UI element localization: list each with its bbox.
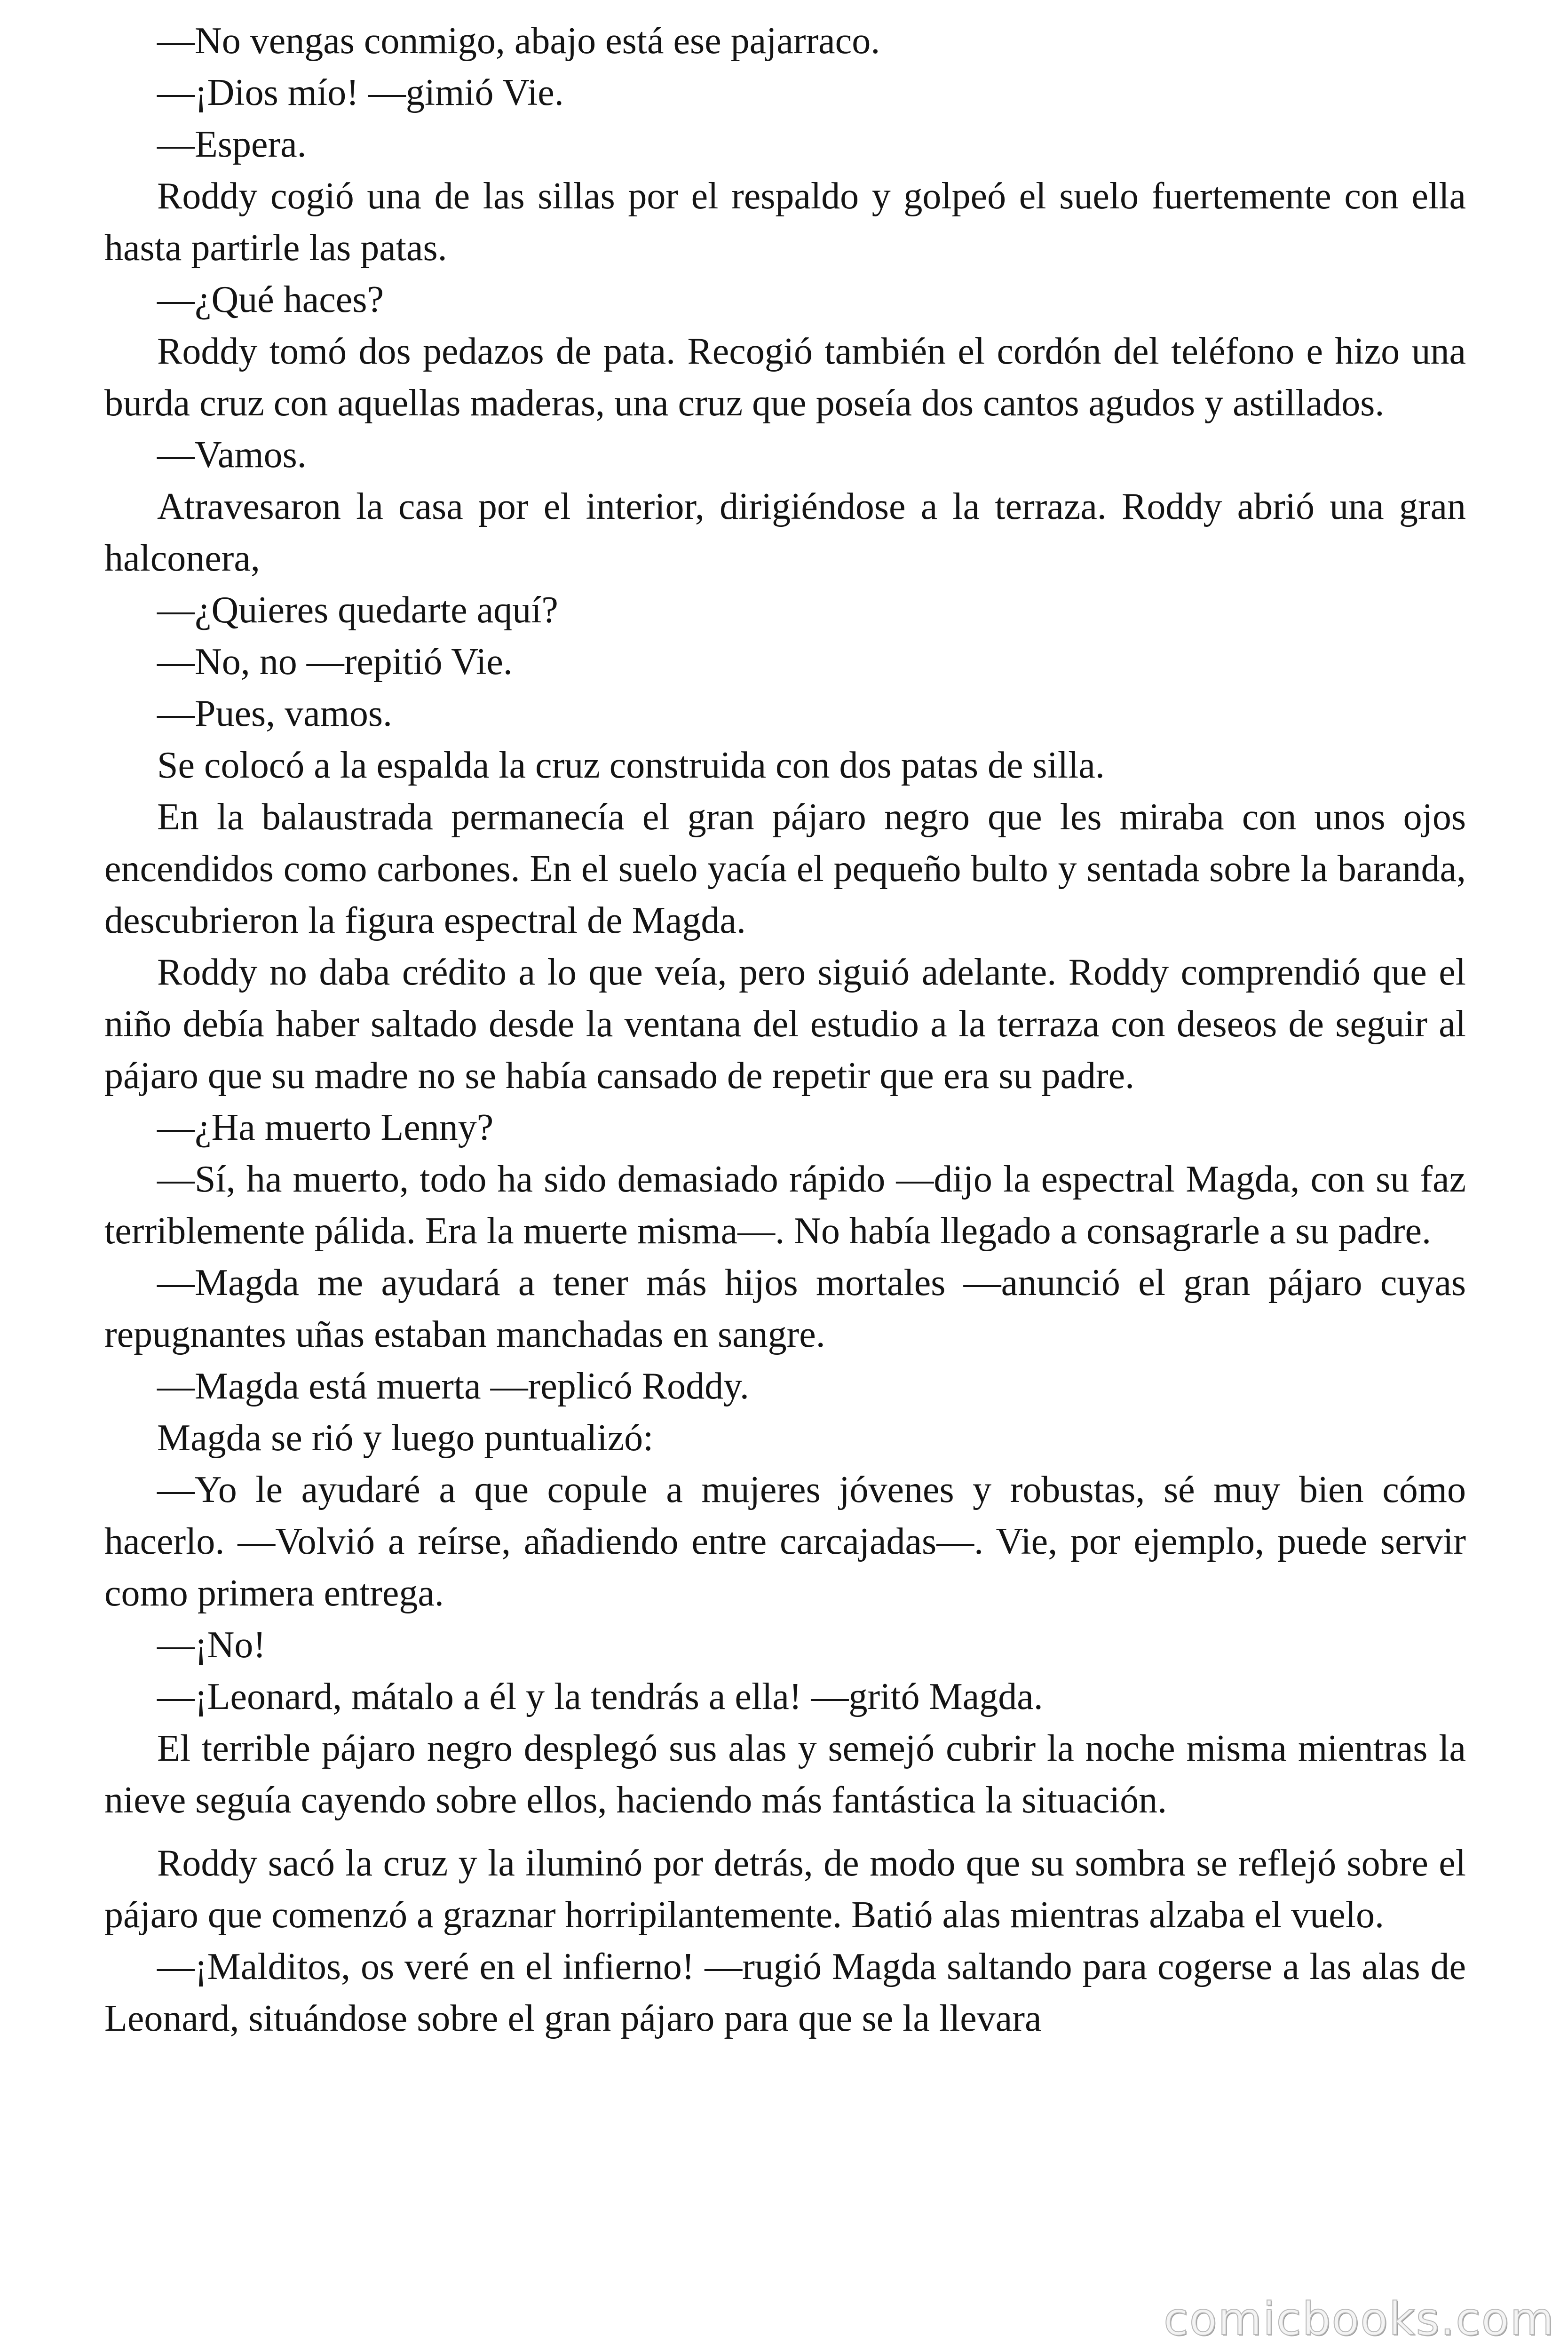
paragraph: Roddy cogió una de las sillas por el respaldo y golpeó el suelo fuertemente con ella hasta partirle las patas. <box>104 175 1466 269</box>
paragraph: —¿Quieres quedarte aquí? <box>157 589 558 631</box>
paragraph: —Vamos. <box>157 434 307 476</box>
paragraph: —Yo le ayudaré a que copule a mujeres jóvenes y robustas, sé muy bien cómo hacerlo. —Volvió a reírse, añadiendo entre carcajadas—. Vie, por ejemplo, puede servir como primera entrega. <box>104 1469 1466 1614</box>
paragraph: —Magda me ayudará a tener más hijos mortales —anunció el gran pájaro cuyas repugnantes uñas estaban manchadas en sangre. <box>104 1262 1466 1355</box>
paragraph: Roddy no daba crédito a lo que veía, pero siguió adelante. Roddy comprendió que el niño debía haber saltado desde la ventana del estudio a la terraza con deseos de seguir al pájaro que su madre no se había cansado de repetir que era su padre. <box>104 952 1466 1097</box>
paragraph: Roddy tomó dos pedazos de pata. Recogió también el cordón del teléfono e hizo una burda cruz con aquellas maderas, una cruz que poseía dos cantos agudos y astillados. <box>104 331 1466 424</box>
paragraph: —¿Ha muerto Lenny? <box>157 1107 494 1148</box>
paragraph: —No, no —repitió Vie. <box>157 641 513 683</box>
paragraph: El terrible pájaro negro desplegó sus alas y semejó cubrir la noche misma mientras la nieve seguía cayendo sobre ellos, haciendo más fantástica la situación. <box>104 1728 1466 1821</box>
paragraph: —¡Dios mío! —gimió Vie. <box>157 72 564 113</box>
paragraph: —Magda está muerta —replicó Roddy. <box>157 1366 749 1407</box>
paragraph: En la balaustrada permanecía el gran pájaro negro que les miraba con unos ojos encendidos como carbones. En el suelo yacía el pequeño bulto y sentada sobre la baranda, descubrieron la figura espectral de Magda. <box>104 796 1466 941</box>
paragraph: Atravesaron la casa por el interior, dirigiéndose a la terraza. Roddy abrió una gran halconera, <box>104 486 1466 579</box>
paragraph: Roddy sacó la cruz y la iluminó por detrás, de modo que su sombra se reflejó sobre el pájaro que comenzó a graznar horripilantemente. Batió alas mientras alzaba el vuelo. <box>104 1843 1466 1936</box>
watermark: comicbooks.com <box>1163 2293 1555 2345</box>
paragraph: —Espera. <box>157 124 307 165</box>
paragraph: —Pues, vamos. <box>157 693 392 734</box>
paragraph: —No vengas conmigo, abajo está ese pajarraco. <box>157 20 880 62</box>
paragraph: —¿Qué haces? <box>157 279 384 320</box>
paragraph: —Sí, ha muerto, todo ha sido demasiado rápido —dijo la espectral Magda, con su faz terriblemente pálida. Era la muerte misma—. No había llegado a consagrarle a su padre. <box>104 1159 1466 1252</box>
paragraph: —¡Leonard, mátalo a él y la tendrás a ella! —gritó Magda. <box>157 1676 1043 1717</box>
paragraph: Magda se rió y luego puntualizó: <box>157 1417 654 1459</box>
paragraph: —¡Malditos, os veré en el infierno! —rugió Magda saltando para cogerse a las alas de Leonard, situándose sobre el gran pájaro para que se la llevara <box>104 1946 1466 2039</box>
paragraph: Se colocó a la espalda la cruz construida con dos patas de silla. <box>157 745 1105 786</box>
book-page-text <box>104 15 1466 2044</box>
paragraph: —¡No! <box>157 1624 266 1666</box>
